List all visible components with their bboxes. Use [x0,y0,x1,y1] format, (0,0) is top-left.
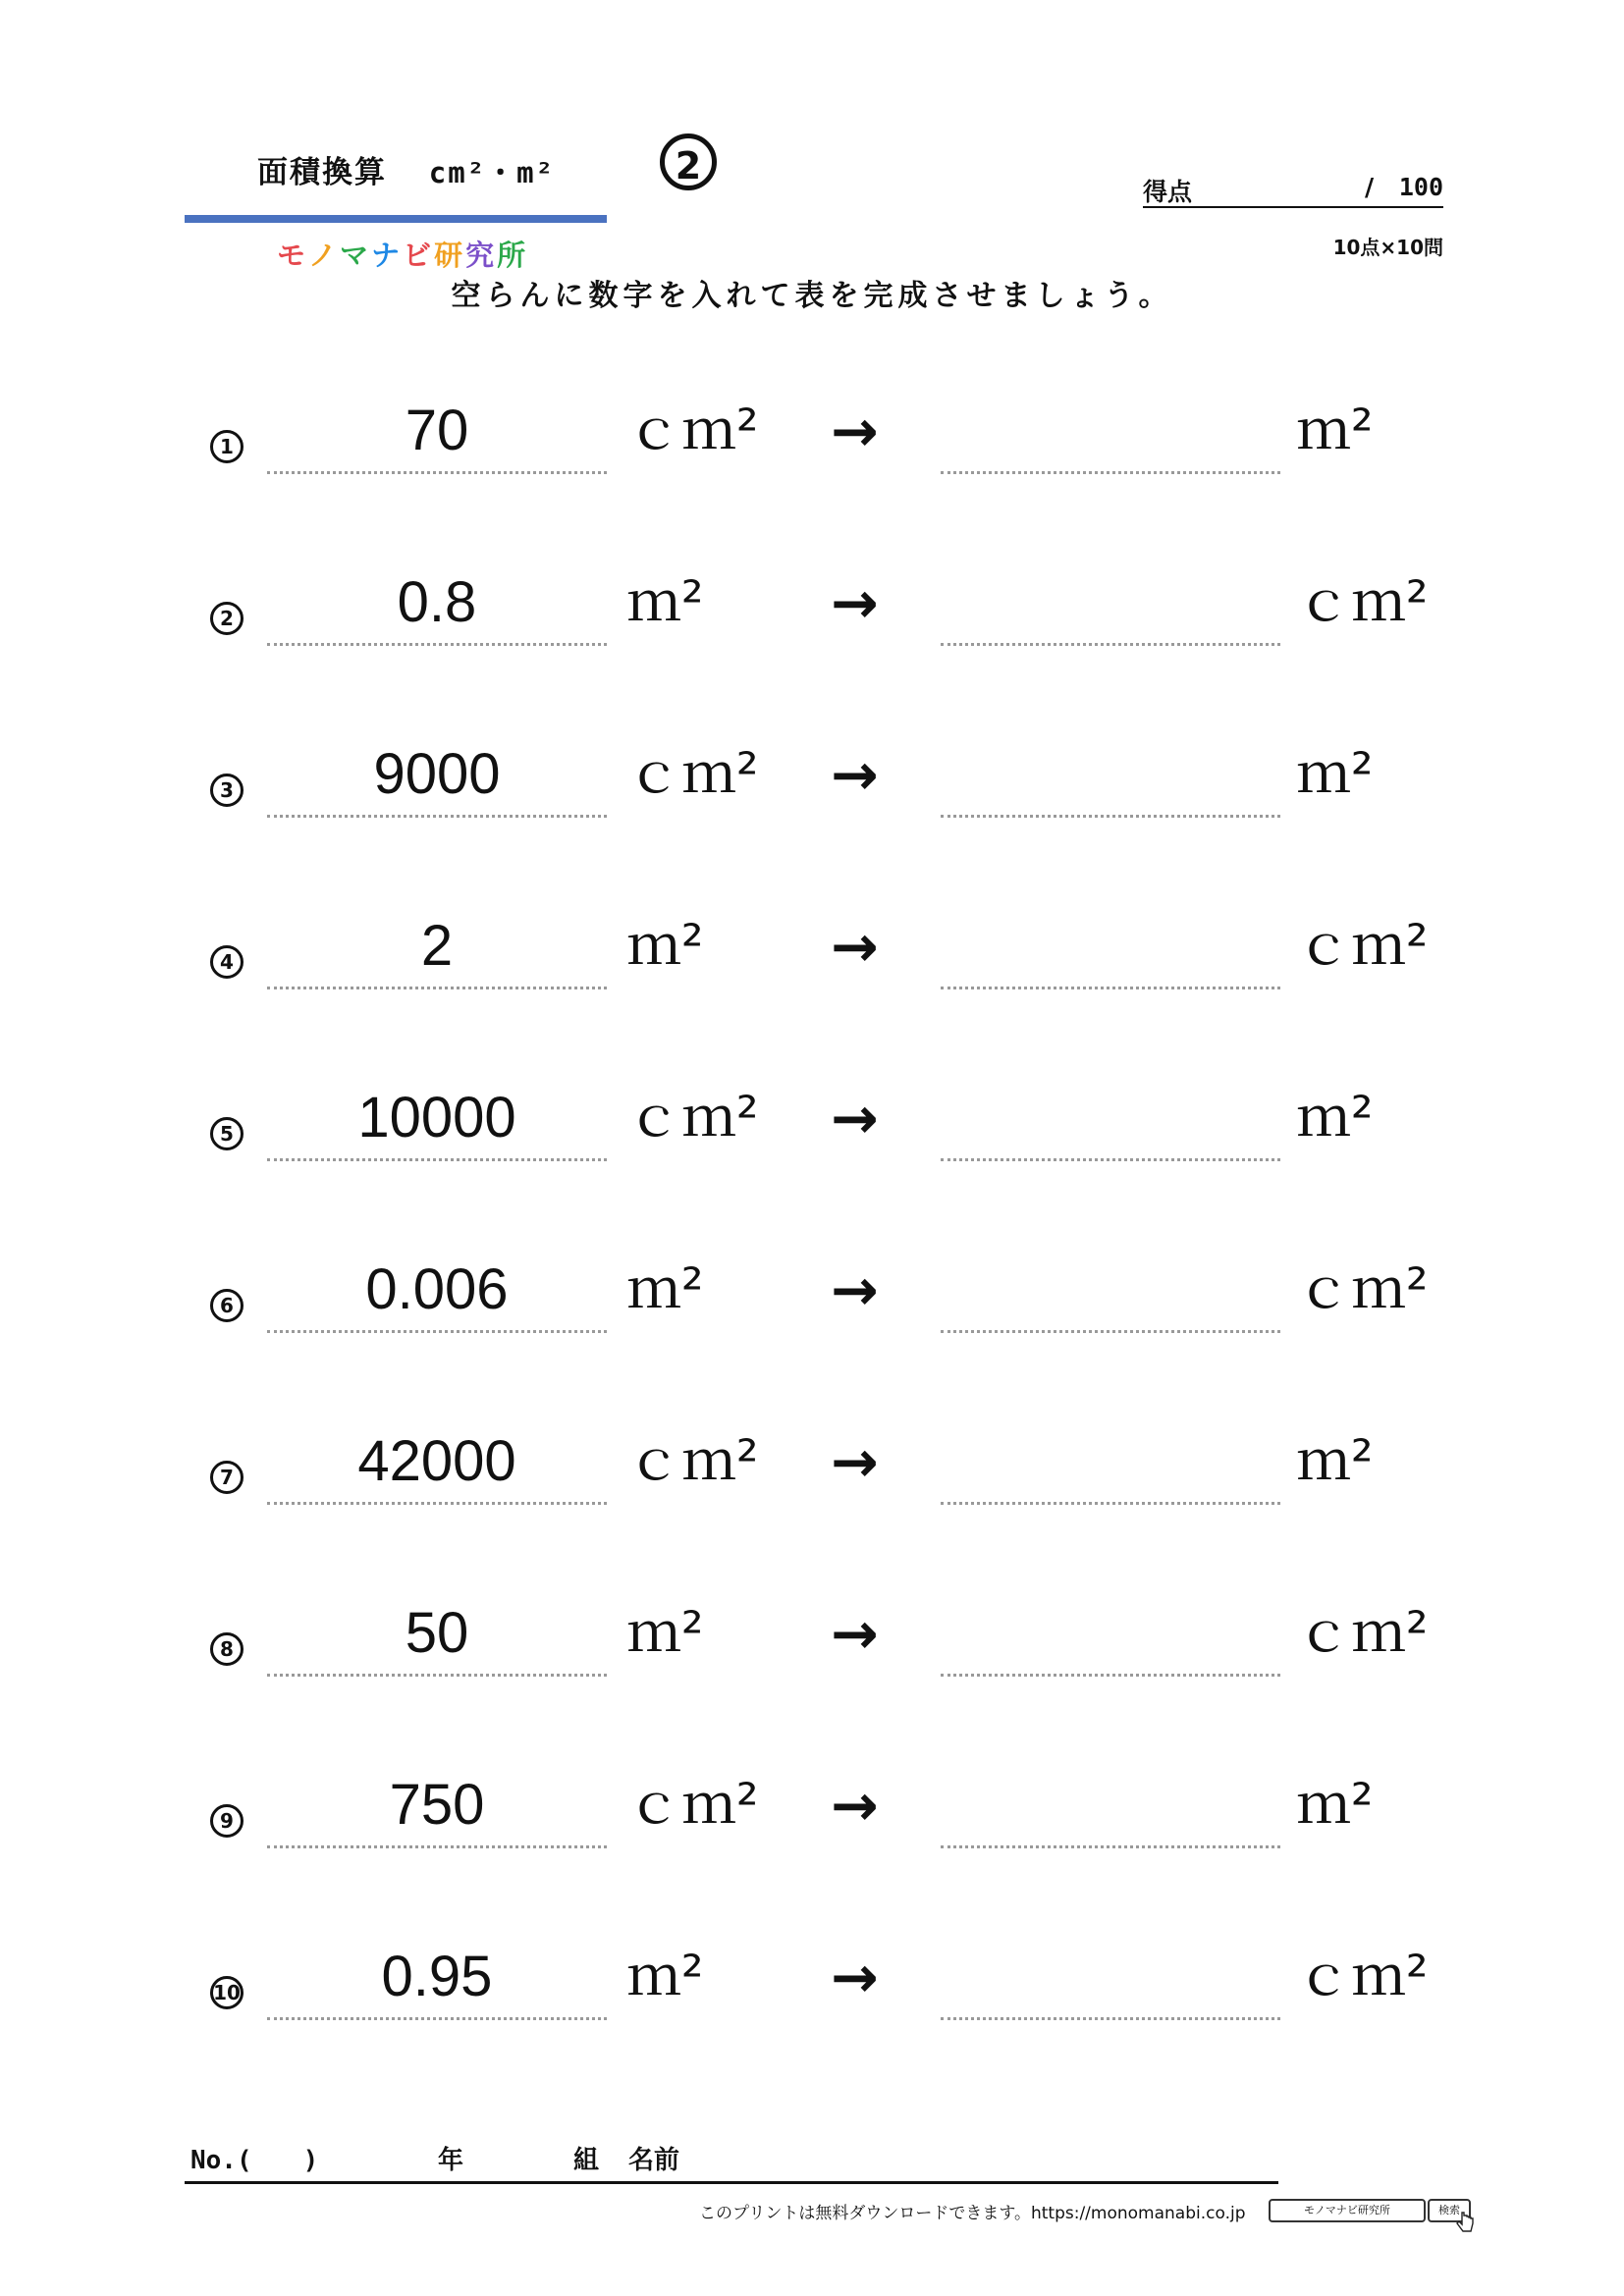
question-row [0,906,1624,1004]
to-unit: ｃｍ² [1296,570,1429,634]
logo-char: マ [340,239,372,272]
name-underline [185,2181,1278,2184]
answer-blank[interactable] [941,1421,1280,1505]
from-unit: ｍ² [626,570,704,634]
arrow-icon: → [831,1772,879,1839]
title-text: 面積換算 [257,155,387,190]
title-units: cm²・m² [428,156,556,189]
answer-blank[interactable] [941,1593,1280,1677]
logo-char: モ [277,239,309,272]
given-value: 0.8 [267,562,607,646]
answer-blank[interactable] [941,1250,1280,1333]
given-value: 0.95 [267,1937,607,2020]
question-row [0,1250,1624,1348]
question-number: 8 [210,1632,244,1666]
to-unit: ｃｍ² [1296,1601,1429,1665]
arrow-icon: → [831,1600,879,1667]
pointer-hand-icon [1455,2211,1475,2236]
given-value: 9000 [267,734,607,818]
arrow-icon: → [831,1944,879,2010]
question-row [0,1421,1624,1520]
question-number: 1 [210,430,244,463]
answer-blank[interactable] [941,906,1280,989]
from-unit: ｍ² [626,1945,704,2008]
logo-char: ナ [371,239,404,272]
given-value: 70 [267,391,607,474]
from-unit: ｃｍ² [626,1773,759,1837]
arrow-icon: → [831,741,879,808]
year-label: 年 [438,2146,464,2175]
to-unit: ｍ² [1296,1429,1374,1493]
student-number-label: No.( ) [190,2146,319,2175]
question-number: 3 [210,774,244,807]
answer-blank[interactable] [941,734,1280,818]
from-unit: ｃｍ² [626,1429,759,1493]
logo-char: ビ [403,239,435,272]
from-unit: ｍ² [626,914,704,978]
question-row [0,1765,1624,1863]
question-number: 5 [210,1117,244,1150]
download-credit[interactable]: このプリントは無料ダウンロードできます。https://monomanabi.co.jp [699,2204,1246,2223]
arrow-icon: → [831,913,879,980]
to-unit: ｍ² [1296,1086,1374,1149]
to-unit: ｃｍ² [1296,1257,1429,1321]
question-number: 2 [210,602,244,635]
arrow-icon: → [831,1085,879,1151]
sheet-number-badge: 2 [660,133,717,190]
question-row [0,391,1624,489]
arrow-icon: → [831,569,879,636]
answer-blank[interactable] [941,562,1280,646]
score-total: 100 [1398,173,1443,201]
question-number: 6 [210,1289,244,1322]
logo-char: 究 [465,239,498,272]
from-unit: ｍ² [626,1257,704,1321]
points-note: 10点×10問 [1332,236,1443,259]
question-row [0,1078,1624,1176]
logo-char: 研 [434,239,466,272]
answer-blank[interactable] [941,391,1280,474]
to-unit: ｍ² [1296,1773,1374,1837]
search-button: 検索 [1428,2199,1471,2222]
given-value: 2 [267,906,607,989]
given-value: 0.006 [267,1250,607,1333]
score-label: 得点 [1143,178,1193,206]
given-value: 10000 [267,1078,607,1161]
to-unit: ｃｍ² [1296,914,1429,978]
question-row [0,734,1624,832]
given-value: 50 [267,1593,607,1677]
brand-logo [277,234,528,274]
score-slash: / [1365,173,1375,201]
question-row [0,562,1624,661]
question-row [0,1937,1624,2035]
question-number: 9 [210,1804,244,1838]
from-unit: ｃｍ² [626,399,759,462]
title-underline [185,215,607,223]
answer-blank[interactable] [941,1765,1280,1848]
answer-blank[interactable] [941,1937,1280,2020]
logo-char: 所 [497,239,529,272]
logo-char: ノ [308,239,341,272]
to-unit: ｍ² [1296,399,1374,462]
to-unit: ｍ² [1296,742,1374,806]
to-unit: ｃｍ² [1296,1945,1429,2008]
arrow-icon: → [831,398,879,464]
question-number: 7 [210,1461,244,1494]
instruction-text: 空らんに数字を入れて表を完成させましょう。 [451,279,1173,313]
arrow-icon: → [831,1428,879,1495]
name-label: 名前 [628,2146,680,2175]
class-label: 組 [573,2146,600,2175]
question-number: 4 [210,945,244,979]
from-unit: ｍ² [626,1601,704,1665]
question-number: 10 [210,1976,244,2009]
search-box: モノマナビ研究所 [1269,2199,1426,2222]
answer-blank[interactable] [941,1078,1280,1161]
from-unit: ｃｍ² [626,1086,759,1149]
worksheet-title [257,147,555,191]
given-value: 750 [267,1765,607,1848]
question-row [0,1593,1624,1691]
score-field [1143,173,1443,208]
given-value: 42000 [267,1421,607,1505]
from-unit: ｃｍ² [626,742,759,806]
arrow-icon: → [831,1256,879,1323]
